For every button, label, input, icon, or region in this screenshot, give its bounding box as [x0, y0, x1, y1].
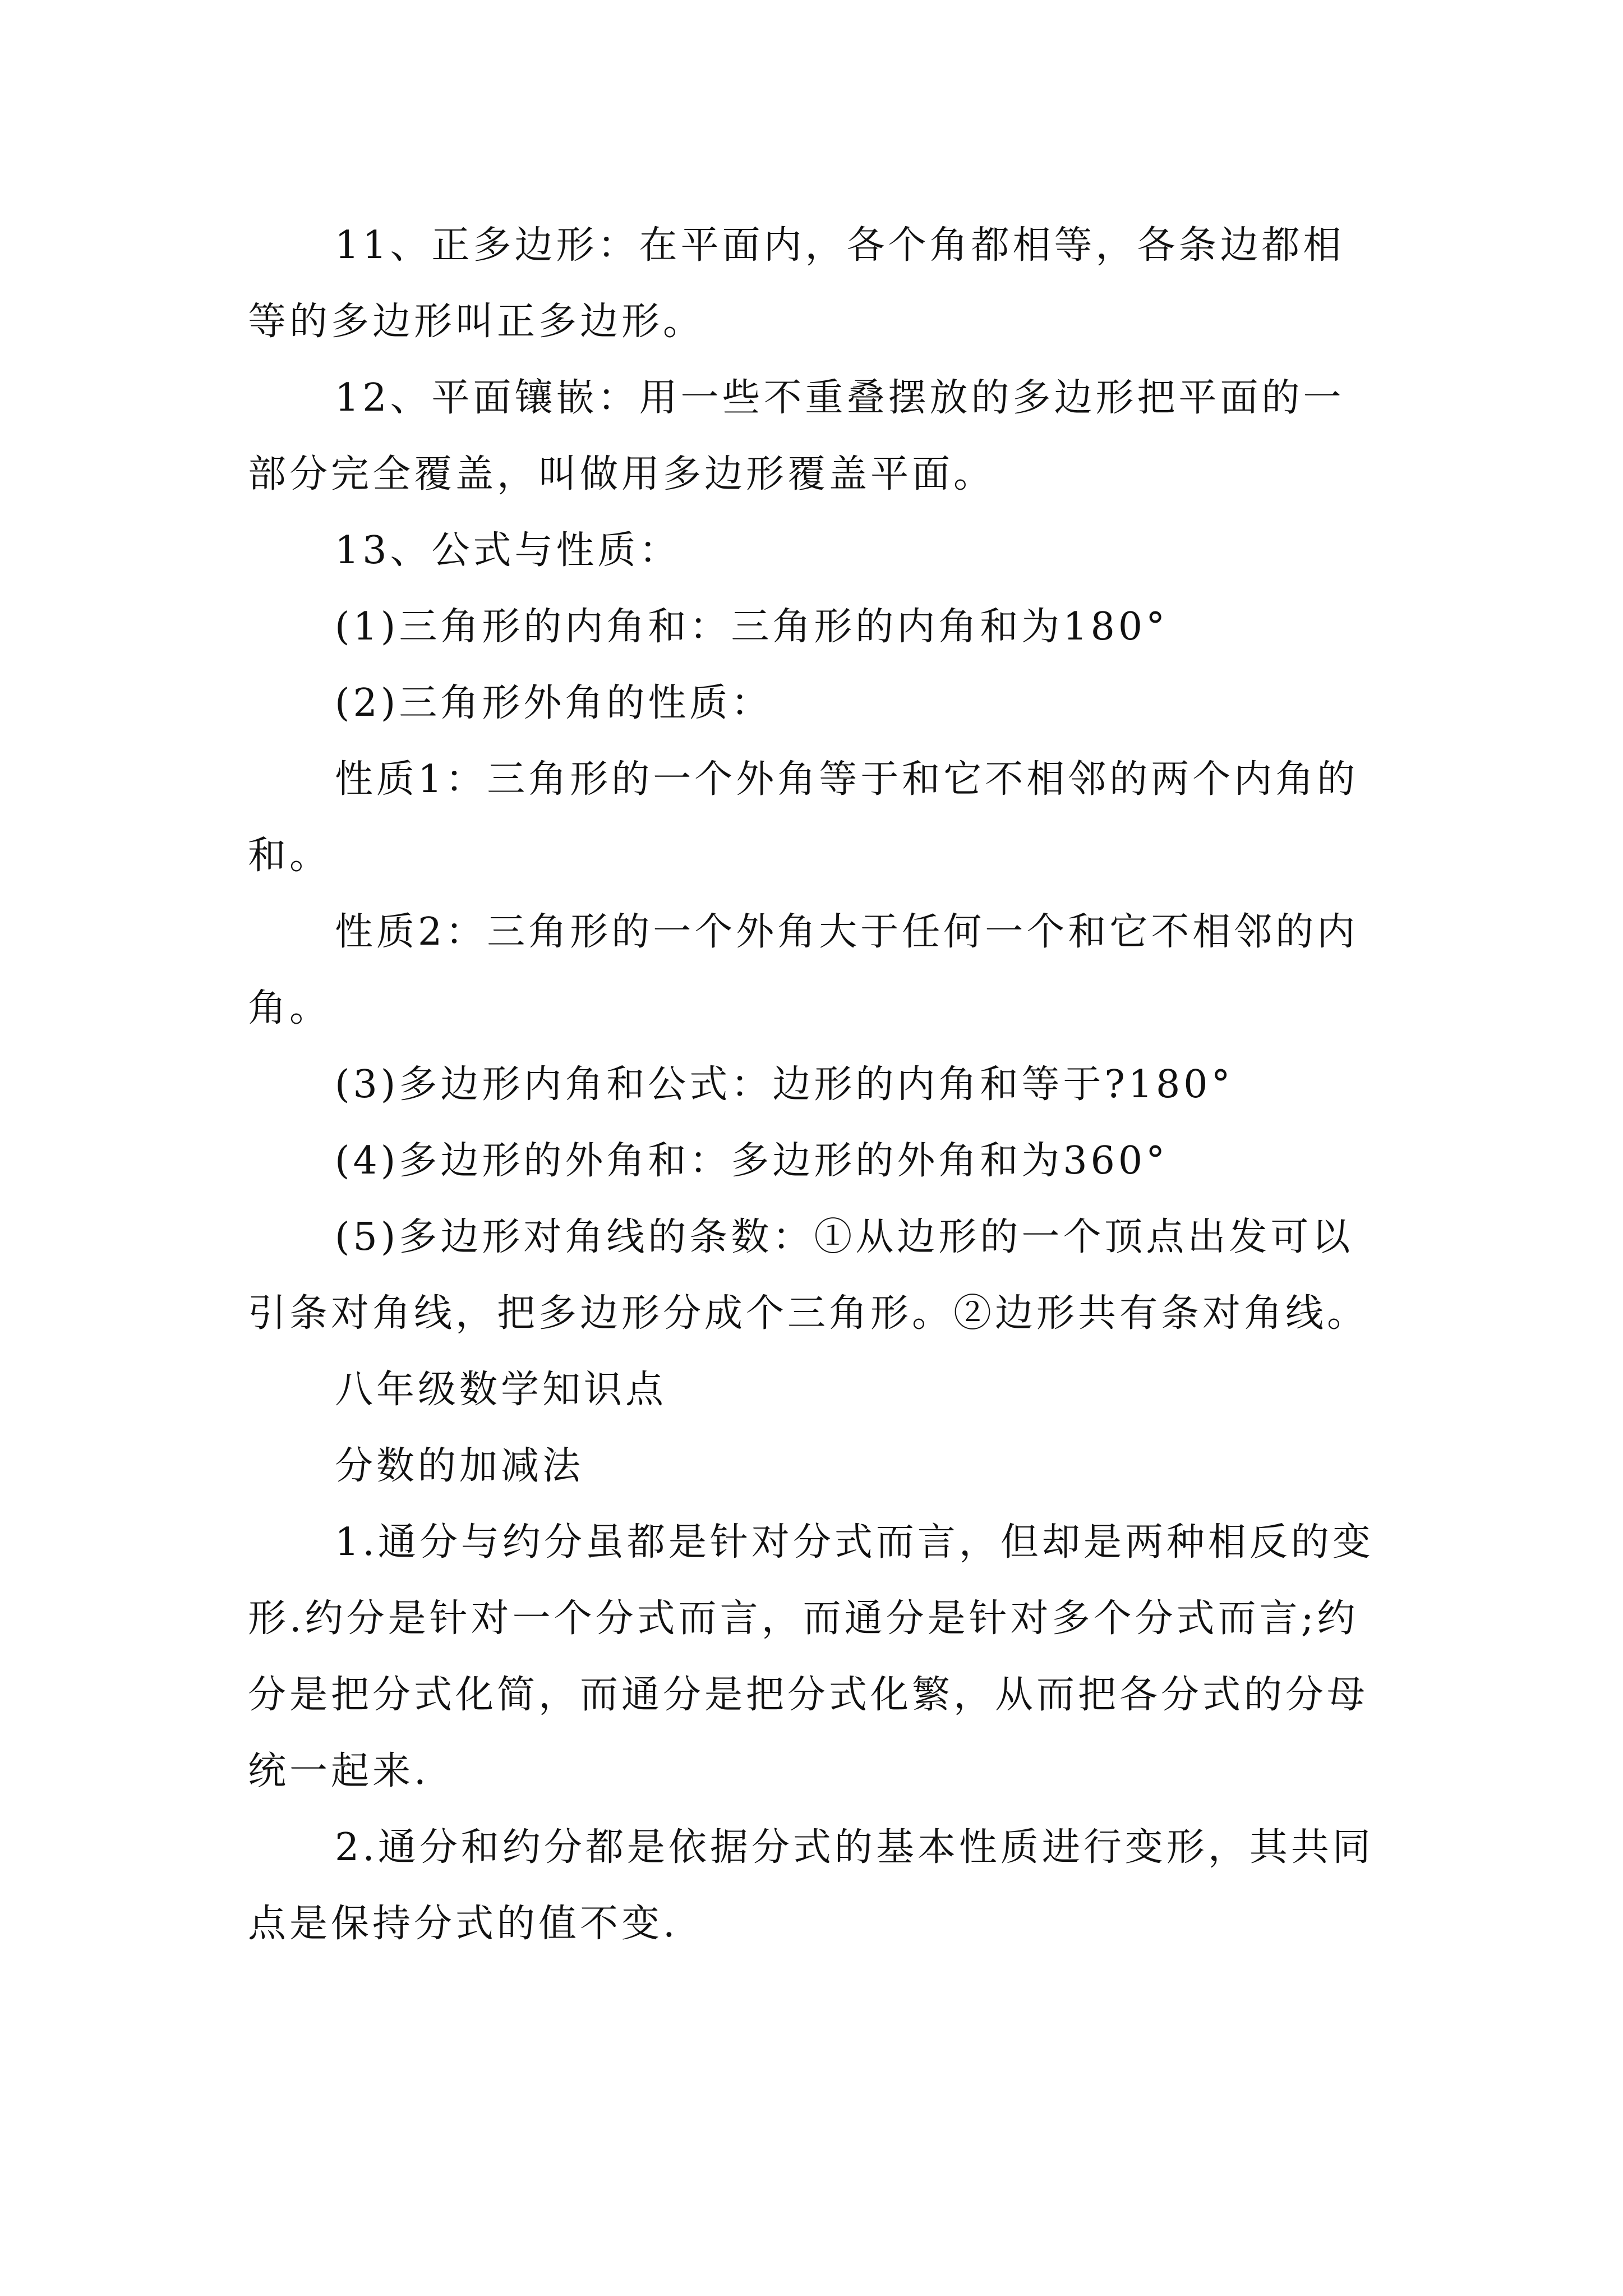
paragraph-formulas-heading: 13、公式与性质：: [335, 528, 681, 573]
subsection-title: 分数的加减法: [335, 1444, 584, 1488]
paragraph-property-1: 性质1：三角形的一个外角等于和它不相邻的两个内角的和。: [248, 757, 1359, 878]
paragraph-polygon-exterior-sum: (4)多边形的外角和：多边形的外角和为360°: [335, 1139, 1169, 1183]
paragraph-exterior-angle-heading: (2)三角形外角的性质：: [335, 681, 773, 725]
paragraph-definition-regular-polygon: 11、正多边形：在平面内，各个角都相等，各条边都相等的多边形叫正多边形。: [248, 223, 1345, 344]
paragraph-definition-tessellation: 12、平面镶嵌：用一些不重叠摆放的多边形把平面的一部分完全覆盖，叫做用多边形覆盖平面。: [248, 376, 1345, 496]
paragraph-diagonal-count: (5)多边形对角线的条数：①从边形的一个顶点出发可以引条对角线，把多边形分成个三角形。②边形共有条对角线。: [248, 1215, 1369, 1336]
paragraph-point-2: 2.通分和约分都是依据分式的基本性质进行变形，其共同点是保持分式的值不变.: [248, 1825, 1374, 1946]
paragraph-property-2: 性质2：三角形的一个外角大于任何一个和它不相邻的内角。: [248, 910, 1359, 1030]
document-body: [248, 208, 1381, 1962]
paragraph-triangle-angle-sum: (1)三角形的内角和：三角形的内角和为180°: [335, 605, 1169, 649]
paragraph-point-1: 1.通分与约分虽都是针对分式而言，但却是两种相反的变形.约分是针对一个分式而言，而通分是针对多个分式而言;约分是把分式化简，而通分是把分式化繁，从而把各分式的分母统一起来.: [248, 1520, 1374, 1793]
section-title: 八年级数学知识点: [335, 1368, 667, 1412]
paragraph-polygon-interior-sum: (3)多边形内角和公式：边形的内角和等于?180°: [335, 1062, 1234, 1107]
